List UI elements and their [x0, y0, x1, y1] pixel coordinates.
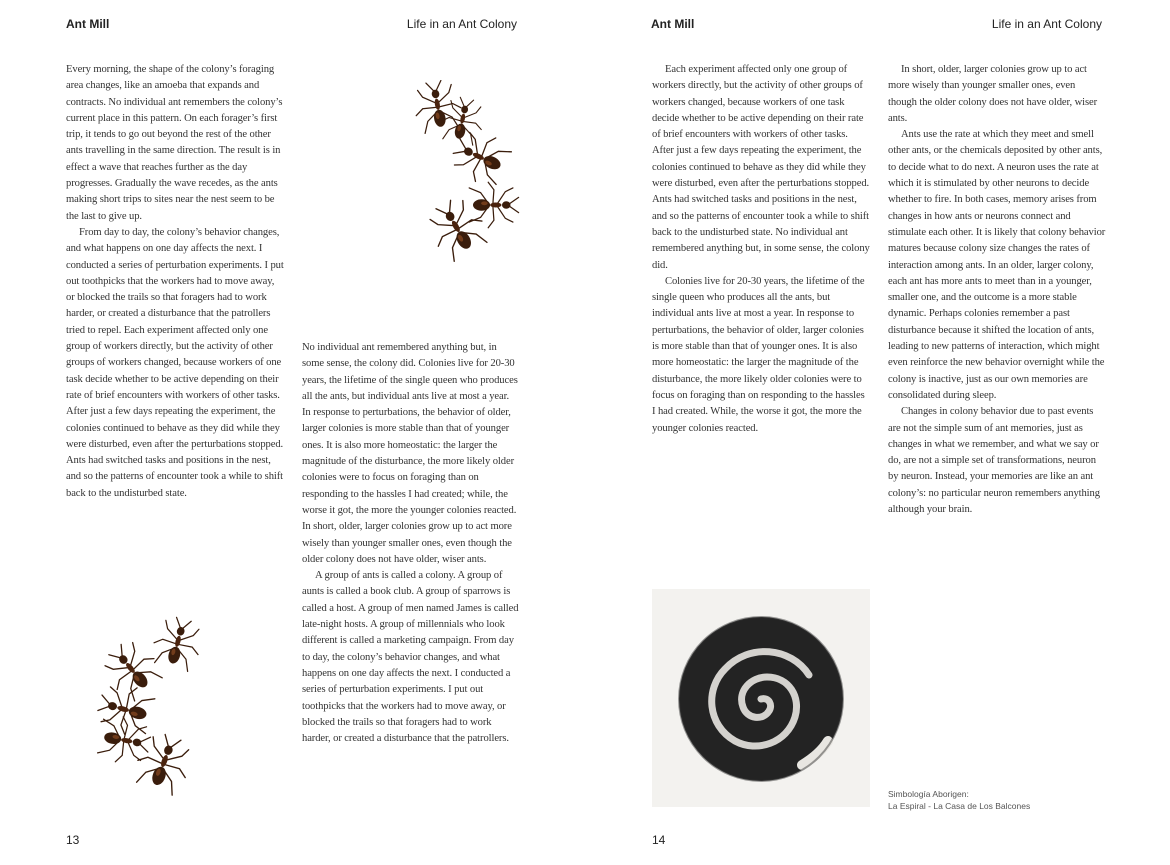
image-caption-line-1: Simbología Aborigen: — [888, 789, 969, 799]
ant-icon — [97, 634, 167, 705]
page-number: 13 — [66, 833, 80, 847]
text-column-left-1 — [66, 62, 284, 502]
ants-illustration-top — [400, 80, 530, 275]
ant-icon — [94, 680, 157, 740]
text-column-left-2 — [302, 340, 520, 747]
paragraph: In short, older, larger colonies grow up to act more wisely than younger smaller ones, even though the older colony does not have older, wiser ants. — [888, 64, 1098, 124]
paragraph: From day to day, the colony’s behavior changes, and what happens on one day affects the next. I conducted a series of perturbation experiments. I put out toothpicks that the workers had to move away, or blocked the trails so that foragers had to work harder, or created a disturbance that the patrollers tried to repel. Each experiment affected only one group of workers directly, but the activity of other groups of workers changed, because workers of one task decide whether to be active depending on their rate of brief encounters with workers of other tasks. After just a few days repeating the experiment, the colonies continued to behave as they did while they were disturbed, even after the perturbations stopped. Ants had switched tasks and positions in the nest, and so the patterns of encounter took a while to shift back to the undisturbed state. — [66, 226, 284, 499]
text-column-right-1 — [652, 62, 870, 437]
spiral-artwork — [652, 589, 870, 807]
text-column-right-2 — [888, 62, 1106, 518]
ants-illustration-bottom — [85, 615, 215, 815]
paragraph: Ants use the rate at which they meet and smell other ants, or the chemicals deposited by other ants, to decide what to do next. A neuron uses the rate at which it is stimulated by other neurons to decide whether to fire. In both cases, memory arises from changes in how ants or neurons connect and stimulate each other. It is likely that colony behavior matures because colony size changes the rates of interaction among ants. In an older, larger colony, each ant has more ants to meet than in a younger, smaller one, and the outcome is a more stable dynamic. Perhaps colonies remember a past disturbance because it shifted the location of ants, leading to new patterns of interaction, which might even reinforce the new behavior overnight while the colony is inactive, just as our own memories are consolidated during sleep. — [888, 129, 1106, 401]
running-header-chapter-title: Life in an Ant Colony — [991, 17, 1102, 31]
page-number: 14 — [652, 833, 666, 847]
paragraph: Colonies live for 20-30 years, the lifetime of the single queen who produces all the ants, but individual ants live at most a year. In response to perturbations, the behavior of older, larger colonies is more stable than that of younger ones. It is also more homeostatic: the larger the magnitude of the disturbance, the more likely older colonies were to focus on foraging than on responding to the hassles I had created. While, the worse it got, the more the younger colonies reacted. — [652, 275, 865, 434]
ant-icon — [149, 615, 206, 673]
right-page — [585, 0, 1170, 865]
paragraph: No individual ant remembered anything but, in some sense, the colony did. Colonies live for 20-30 years, the lifetime of the single queen who produces all the ants, but individual ants live at most a year. In response to perturbations, the behavior of older, larger colonies is more stable than that of younger ones. It is also more homeostatic: the larger the magnitude of the disturbance, the more likely older colonies were to focus on foraging than on responding to the hassles I had created; while, the worse it got, the more the younger colonies reacted. In short, older, larger colonies grow up to act more wisely than younger smaller ones, even though the older colony does not have older, wiser ants. — [302, 342, 518, 565]
paragraph: A group of ants is called a colony. A group of aunts is called a book club. A group of sparrows is called a host. A group of men named James is called late-night hosts. A group of millennials who look different is called a marketing campaign. From day to day, the colony’s behavior changes, and what happens on one day affects the next. I conducted a series of perturbation experiments. I put out toothpicks that the workers had to move away, or blocked the trails so that foragers had to work harder, or created a disturbance that the patrollers. — [302, 570, 519, 745]
paragraph: Every morning, the shape of the colony’s foraging area changes, like an amoeba that expands and contracts. No individual ant remembers the colony’s current place in this pattern. On each forager’s first trip, it tends to go out beyond the rest of the other ants travelling in the same direction. The result is in effect a wave that reaches further as the day progresses. Gradually the wave recedes, as the ants making short trips to sites near the nest seem to be the last to give up. — [66, 64, 283, 222]
running-header-chapter-title: Life in an Ant Colony — [406, 17, 517, 31]
running-header-book-title: Ant Mill — [66, 17, 110, 31]
paragraph: Each experiment affected only one group of workers directly, but the activity of other groups of workers changed, because workers of one task decide whether to be active depending on their rate of brief encounters with workers of other tasks. After just a few days repeating the experiment, the colonies continued to behave as they did while they were disturbed, even after the perturbations stopped. Ants had switched tasks and positions in the nest, and so the patterns of encounter took a while to shift back to the undisturbed state. No individual ant remembered anything but, in some sense, the colony did. — [652, 64, 870, 271]
image-caption-line-2: La Espiral - La Casa de Los Balcones — [888, 801, 1031, 811]
paragraph: Changes in colony behavior due to past events are not the simple sum of ant memories, just as changes in what we remember, and what we say or do, are not a simple set of transformations, neuron by neuron. Instead, your memories are like an ant colony’s: no particular neuron remembers anything although your brain. — [888, 406, 1100, 516]
ant-icon — [131, 729, 197, 798]
ant-icon — [97, 714, 154, 767]
running-header-book-title: Ant Mill — [651, 17, 695, 31]
